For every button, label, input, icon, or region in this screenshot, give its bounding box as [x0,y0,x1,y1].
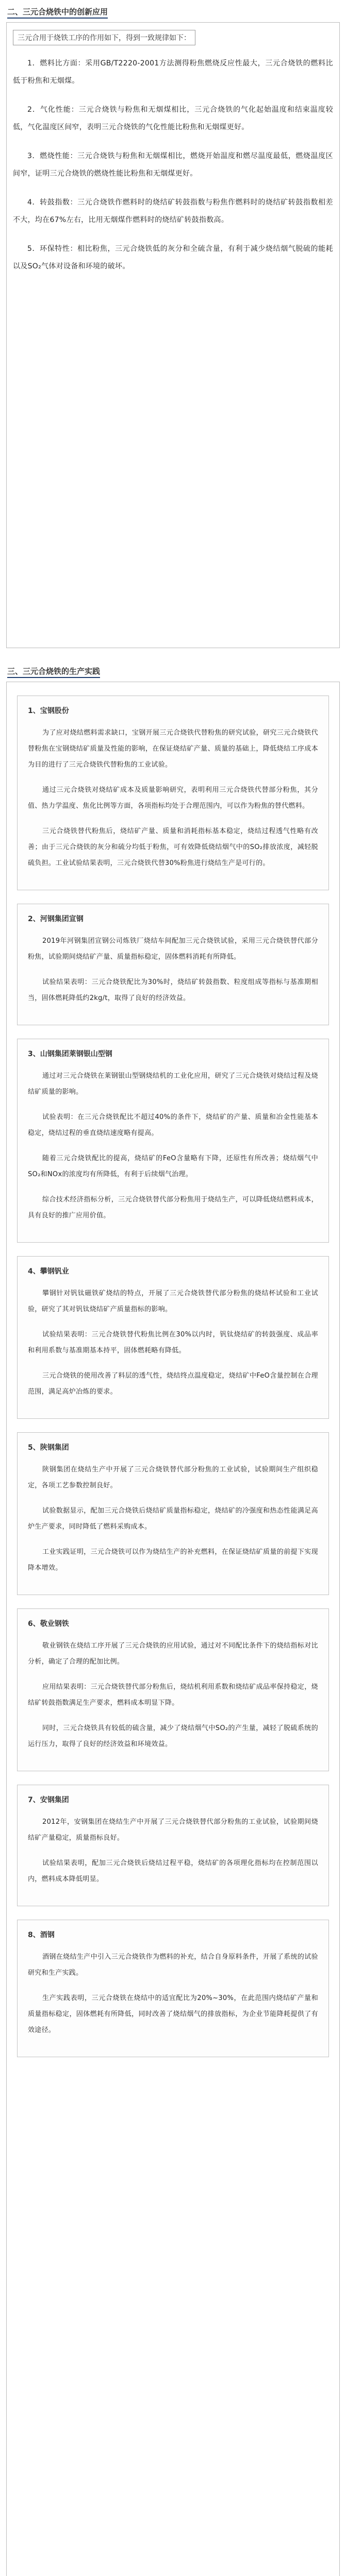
card-paragraph: 三元合烧铁的使用改善了料层的透气性，烧结终点温度稳定，烧结矿中FeO含量控制在合理范围，满足高炉冶炼的要求。 [28,1372,318,1396]
card-title: 5、陕钢集团 [28,1444,69,1452]
innovation-box-header: 三元合用于烧铁工序的作用如下，得到一致规律如下： [13,30,195,45]
section-title-practice-text: 三、三元合烧铁的生产实践 [7,667,100,678]
practice-card-pangang [17,1256,329,1419]
practice-card-jingye [17,1608,329,1771]
card-paragraph: 2012年，安钢集团在烧结生产中开展了三元合烧铁替代部分粉焦的工业试验，试验期间烧结矿产量稳定，质量指标良好。 [28,1818,318,1842]
card-paragraph: 试验表明：在三元合烧铁配比不超过40%的条件下，烧结矿的产量、质量和冶金性能基本稳定，烧结过程的垂直烧结速度略有提高。 [28,1113,318,1137]
practice-card-angang [17,1785,329,1906]
card-paragraph: 陕钢集团在烧结生产中开展了三元合烧铁替代部分粉焦的工业试验，试验期间生产组织稳定，各项工艺参数控制良好。 [28,1466,318,1489]
card-paragraph: 酒钢在烧结生产中引入三元合烧铁作为燃料的补充，结合自身原料条件，开展了系统的试验研究和生产实践。 [28,1953,318,1977]
practice-box [6,682,340,2576]
card-paragraph: 应用结果表明：三元合烧铁替代部分粉焦后，烧结机利用系数和烧结矿成品率保持稳定，烧结矿转鼓指数满足生产要求，燃料成本明显下降。 [28,1683,318,1707]
card-paragraph: 工业实践证明，三元合烧铁可以作为烧结生产的补充燃料，在保证烧结矿质量的前提下实现降本增效。 [28,1548,318,1572]
practice-card-jiugang [17,1920,329,2057]
section-title-innovation-text: 二、三元合烧铁中的创新应用 [7,7,108,19]
innovation-paragraph: 4．转鼓指数：三元合烧铁作燃料时的烧结矿转鼓指数与粉焦作燃料时的烧结矿转鼓指数相差不大，均在67%左右，比用无烟煤作燃料时的烧结矿转鼓指数高。 [13,198,333,224]
card-title: 3、山钢集团莱钢银山型钢 [28,1050,112,1058]
practice-card-baosteel [17,696,329,890]
innovation-paragraph: 3．燃烧性能：三元合烧铁与粉焦和无烟煤相比，燃烧开始温度和燃尽温度最低，燃烧温度区间窄，证明三元合烧铁的燃烧性能比粉焦和无烟煤更好。 [13,152,333,178]
practice-card-shaangang [17,1432,329,1595]
innovation-paragraph: 1．燃料比方面：采用GB/T2220-2001方法测得粉焦燃烧反应性最大，三元合烧铁的燃料比低于粉焦和无烟煤。 [13,59,333,85]
card-paragraph: 综合技术经济指标分析，三元合烧铁替代部分粉焦用于烧结生产，可以降低烧结燃料成本，具有良好的推广应用价值。 [28,1196,318,1219]
card-title: 7、安钢集团 [28,1796,69,1804]
card-paragraph: 通过对三元合烧铁在莱钢银山型钢烧结机的工业化应用，研究了三元合烧铁对烧结过程及烧结矿质量的影响。 [28,1072,318,1096]
card-paragraph: 攀钢针对钒钛磁铁矿烧结的特点，开展了三元合烧铁替代部分粉焦的烧结杯试验和工业试验，研究了其对钒钛烧结矿产质量指标的影响。 [28,1290,318,1313]
card-paragraph: 通过三元合烧铁对烧结矿成本及质量影响研究，表明利用三元合烧铁代替部分粉焦，其分值、热力学温度、焦化比例等方面，各项指标均处于合理范围内，可以作为粉焦的替代燃料。 [28,786,318,810]
section-title-innovation [0,0,346,22]
card-paragraph: 三元合烧铁替代粉焦后，烧结矿产量、质量和消耗指标基本稳定，烧结过程透气性略有改善；由于三元合烧铁的灰分和硫分均低于粉焦，可有效降低烧结烟气中的SO₂排放浓度，减轻脱硫负担。工业试验结果表明，三元合烧铁代替30%粉焦进行烧结生产是可行的。 [28,827,318,867]
section-title-practice [0,659,346,682]
card-paragraph: 试验数据显示，配加三元合烧铁后烧结矿质量指标稳定，烧结矿的冷强度和热态性能满足高炉生产要求，同时降低了燃料采购成本。 [28,1507,318,1531]
innovation-paragraph: 5．环保特性：相比粉焦，三元合烧铁低的灰分和全硫含量，有利于减少烧结烟气脱硫的能耗以及SO₂气体对设备和环境的破坏。 [13,245,333,270]
card-title: 2、河钢集团宣钢 [28,915,84,923]
card-title: 4、攀钢钒业 [28,1267,69,1276]
card-paragraph: 试验结果表明，配加三元合烧铁后烧结过程平稳，烧结矿的各项理化指标均在控制范围以内，燃料成本降低明显。 [28,1859,318,1883]
card-title: 6、敬业钢铁 [28,1620,69,1628]
card-title: 1、宝钢股份 [28,707,69,715]
card-title: 8、酒钢 [28,1931,55,1939]
practice-card-xuangang [17,904,329,1025]
innovation-box [6,22,340,648]
card-paragraph: 同时，三元合烧铁具有较低的硫含量，减少了烧结烟气中SO₂的产生量，减轻了脱硫系统的运行压力，取得了良好的经济效益和环境效益。 [28,1724,318,1748]
innovation-paragraph: 2．气化性能：三元合烧铁与粉焦和无烟煤相比，三元合烧铁的气化起始温度和结束温度较低，气化温度区间窄，表明三元合烧铁的气化性能比粉焦和无烟煤更好。 [13,106,333,131]
card-paragraph: 随着三元合烧铁配比的提高，烧结矿的FeO含量略有下降，还原性有所改善；烧结烟气中SO₂和NOx的浓度均有所降低，有利于后续烟气治理。 [28,1155,318,1178]
practice-card-laigang [17,1039,329,1243]
card-paragraph: 试验结果表明：三元合烧铁替代粉焦比例在30%以内时，钒钛烧结矿的转鼓强度、成品率和利用系数与基准期基本持平，固体燃耗略有降低。 [28,1331,318,1354]
card-paragraph: 试验结果表明：三元合烧铁配比为30%时，烧结矿转鼓指数、粒度组成等指标与基准期相当，固体燃耗降低约2kg/t，取得了良好的经济效益。 [28,978,318,1002]
card-paragraph: 为了应对烧结燃料需求缺口，宝钢开展三元合烧铁代替粉焦的研究试验，研究三元合烧铁代替粉焦在宝钢烧结矿质量及性能的影响，在保证烧结矿产量、质量的基础上，降低烧结工序成本为目的进行了三元合烧铁代替粉焦的工业试验。 [28,729,318,769]
card-paragraph: 2019年河钢集团宣钢公司炼铁厂烧结车间配加三元合烧铁试验，采用三元合烧铁替代部分粉焦，试验期间烧结矿产量、质量指标稳定，固体燃料消耗有所降低。 [28,937,318,961]
card-paragraph: 敬业钢铁在烧结工序开展了三元合烧铁的应用试验，通过对不同配比条件下的烧结指标对比分析，确定了合理的配加比例。 [28,1642,318,1666]
card-paragraph: 生产实践表明，三元合烧铁在烧结中的适宜配比为20%~30%，在此范围内烧结矿产量和质量指标稳定，固体燃耗有所降低，同时改善了烧结烟气的排放指标，为企业节能降耗提供了有效途径。 [28,1994,318,2034]
